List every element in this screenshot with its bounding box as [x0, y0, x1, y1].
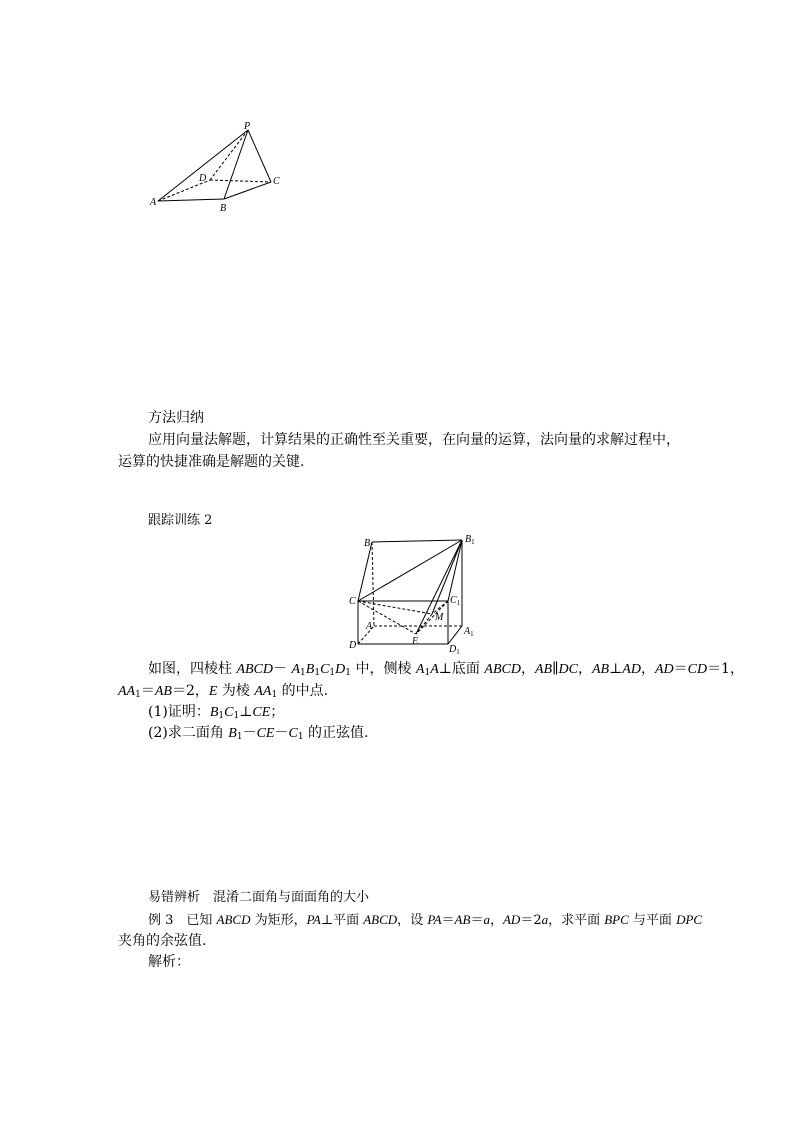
edge-b-a-dashed — [372, 542, 374, 626]
edge-dc — [210, 180, 271, 182]
label-p: P — [244, 121, 251, 132]
prism-figure — [344, 532, 484, 656]
method-line-2: 运算的快捷准确是解题的关键. — [118, 454, 305, 470]
question-2: (2)求二面角 $B_1-CE-C_1$ 的正弦值. — [148, 725, 369, 742]
exercise-statement-line-1: 如图，四棱柱 ABCD－ $A_1B_1C_1D_1$ 中，侧棱 $A_1A\perp$底面 ABCD，AB∥DC，AB⊥AD，AD＝CD＝1， — [148, 661, 744, 678]
label-b: B — [364, 538, 371, 549]
edge-c-b1 — [358, 540, 462, 601]
example-3-line-1: 例 3 已知 ABCD 为矩形，PA⊥平面 ABCD，设 PA＝AB＝a，AD＝2a，求平面 BPC 与平面 DPC — [148, 912, 703, 928]
pyramid-figure — [140, 118, 290, 218]
exercise-title: 跟踪训练 2 — [148, 513, 213, 528]
label-m: M — [435, 612, 444, 623]
edge-b-c — [358, 542, 372, 601]
label-d: D — [349, 640, 357, 651]
edge-pb — [224, 130, 248, 199]
label-b1: $B_1$ — [465, 534, 475, 546]
label-a: A — [366, 621, 373, 632]
edge-pa — [158, 130, 248, 201]
edge-d1-a1 — [448, 626, 462, 644]
label-c1: $C_1$ — [450, 595, 461, 607]
question-1: (1)证明：$B_1C_1\perp CE$； — [148, 704, 285, 721]
exercise-statement-line-2: $AA_1=AB=2$，E 为棱 $AA_1$ 的中点. — [118, 683, 329, 700]
label-a: A — [150, 197, 157, 208]
label-e: E — [412, 636, 419, 647]
edge-ab — [158, 199, 224, 201]
method-title: 方法归纳 — [148, 410, 204, 426]
mistake-title: 易错辨析 混淆二面角与面面角的大小 — [148, 890, 370, 905]
example-3-line-2: 夹角的余弦值. — [118, 933, 207, 949]
edge-pc — [248, 130, 271, 182]
method-line-1: 应用向量法解题，计算结果的正确性至关重要，在向量的运算，法向量的求解过程中， — [148, 432, 680, 448]
label-c: C — [349, 596, 356, 607]
label-d1: $D_1$ — [449, 644, 460, 656]
label-c: C — [273, 176, 280, 187]
answer-label: 解析： — [148, 954, 190, 970]
label-a1: $A_1$ — [464, 626, 474, 638]
edge-bc — [224, 182, 271, 199]
label-d: D — [199, 173, 207, 184]
edge-b-b1 — [372, 540, 462, 542]
label-b: B — [220, 203, 227, 214]
